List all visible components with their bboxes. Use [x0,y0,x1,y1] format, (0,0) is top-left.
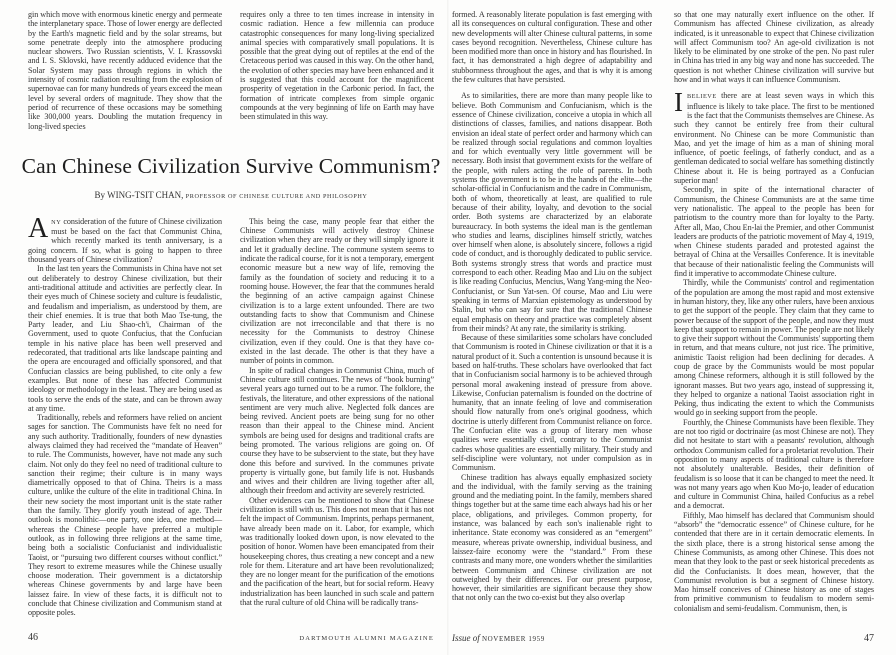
byline [94,189,367,203]
article-paragraph [28,212,222,265]
paragraph-text: consideration of the future of Chinese civilization must be based on the fact that Communist China, which recently marked its tenth anniversary, is a going concern. If so, what is going to happen to three thousand years of Chinese civilization? [28,216,222,265]
lead-smallcaps: NY [51,218,62,226]
article-heading [21,153,441,203]
paragraph-text: there are at least seven ways in which this influence is likely to take place. The first to be mentioned is the fact that the Communists themselves are Chinese. As such they cannot be entirely free from their cultural environment. No Chinese can be more Communistic than Mao, and yet the image of him as a man of shining moral influence, of poetic feelings, of fatherly conduct, and as a gentleman dedicated to social welfare has something distinctly Chinese about it. He is being portrayed as a Confucian superior man! [674,91,874,186]
previous-article-column-2 [240,10,434,122]
article-paragraph: As to similarities, there are more than many people like to believe. Both Communism and Confucianism, which is the essence of Chinese civilization, conceive a utopia in which all distinctions of classes, families, and nations disappear. Both envision an ideal state of perfect order and harmony which can be realized through social regulations and common loyalties and for which eventually very little government will be necessary. Both insist that government exists for the welfare of the people, with rulers acting the role of parents. In both systems the government is to be in the hands of the elite—the scholar-official in Confucianism and the cadre in Communism, both of whom, theoretically at least, are qualified to rule because of their ability, loyalty, and devotion to the social order. Both systems are characterized by an elaborate bureaucracy. In both systems the ideal man is the gentleman who studies and learns, disciplines himself strictly, watches over himself when alone, is absolutely sincere, follows a rigid code of conduct, and is thoroughly dedicated to public service. Both systems strongly stress that words and practice must correspond to each other. Reading Mao and Liu on the subject is like reading Confucius, Mencius, Wang Yang-ming the Neo-Confucianist, or Sun Yat-sen. Of course, Mao and Liu were speaking in terms of Marxian epistemology as understood by Stalin, but who can say for sure that the traditional Chinese equal emphasis on theory and practice was completely absent from their minds? At any rate, the similarity is striking. [452,91,652,333]
article-paragraph: Thirdly, while the Communists' control and regimentation of the population are among the most rapid and most extensive in human history, they, like any other rulers, have been anxious to get the support of the people. They claim that they came to power because of the support of the people, and now they must keep that support to remain in power. The people are not likely to give their support without the Communists' supporting them in return, and that means culture, not just rice. The primitive, animistic Taoist religion had been declining for decades. A coup de grace by the Communists would be most popular among Chinese reformers, although it is still followed by the ignorant masses. But two years ago, instead of suppressing it, they helped to organize a national Taoist association right in Peking, thus indicating the extent to which the Communists would go in seeking support from the people. [674,278,874,418]
article-paragraph: Secondly, in spite of the international character of Communism, the Chinese Communists are at the same time very nationalistic. The appeal to the people has been for patriotism to the country more than for loyalty to the Party. After all, Mao, Chou En-lai the Premier, and other Communist leaders are products of the patriotic movement of May 4, 1919, when Chinese students paraded and protested against the betrayal of China at the Versailles Conference. It is inevitable that because of their nationalistic feeling the Communists will find it imperative to accommodate Chinese culture. [674,185,874,279]
previous-article-column-1 [28,10,222,131]
article-column-2 [240,217,434,607]
spacer [28,618,434,624]
issue-label: Issue of [452,632,480,643]
article-column-3 [452,10,652,603]
left-footer [28,632,434,645]
article-paragraph: Traditionally, rebels and reformers have relied on ancient sages for sanction. The Communists have felt no need for any such authority. Traditionally, founders of new dynasties always claimed they had received the “mandate of Heaven” to rule. The Communists, however, have not made any such claim. Not only do they feel no need of traditional culture to sanction their regime; their culture is in many ways diametrically opposed to that of China. Theirs is a mass culture, unlike the culture of the elite in traditional China. In their new society the most important unit is the state rather than the family. They glorify youth instead of age. Their outlook is monolithic—one party, one idea, one method—whereas the Chinese people have preferred a multiple outlook, as in following three religions at the same time, being both a socialistic Confucianist and individualistic Taoist, or “pursuing two different courses without conflict.” They resort to extreme measures while the Chinese usually choose moderation. Their government is a dictatorship whereas Chinese governments by and large have been laissez faire. In view of these facts, it is difficult not to conclude that Chinese civilization and Communism stand at opposite poles. [28,413,222,618]
page-number-right: 47 [864,632,874,644]
right-footer [452,632,874,645]
article-columns-left [28,212,434,618]
article-columns-right [452,10,874,613]
article-paragraph [674,87,874,186]
article-paragraph: Other evidences can be mentioned to show that Chinese civilization is still with us. This does not mean that it has not felt the impact of Communism. Imprints, perhaps permanent, have already been made on it. Labor, for example, which was traditionally looked down upon, is now elevated to the position of honor. Women have been emancipated from their housekeeping chores, thus creating a new concept and a new role for them. Literature and art have been revolutionalized; they are no longer meant for the purification of the emotions and the pacification of the heart, but for social reform. Heavy industrialization has been launched in such scale and pattern that the rural culture of old China will be radically trans- [240,495,434,608]
previous-article-text: requires only a three to ten times increase in intensity in cosmic radiation. Hence a few millennia can produce catastrophic consequences for many long-living specialized animal species with comparatively small populations. It is possible that the great dying out of reptiles at the end of the Cretaceous period was caused in this way. On the other hand, the evolution of other species may have been enhanced and it is suggested that this could account for the magnificent prosperity of vegetation in the Carbonic period. In fact, the formation of intricate complexes from simple organic compounds at the very beginning of life on Earth may have been stimulated in this way. [240,10,434,122]
article-paragraph: so that one may naturally exert influence on the other. If Communism has affected Chinese civilization, as already indicated, is it unreasonable to expect that Chinese civilization will affect Communism too? An age-old civilization is not likely to be eliminated by one stroke of the pen. No past ruler in China has tried in any big way and none has succeeded. The question is not whether Chinese civilization will survive but how and in what ways it can influence Communism. [674,10,874,85]
lead-smallcaps: BELIEVE [686,93,717,101]
page-number-left: 46 [28,631,38,643]
right-page [448,0,896,655]
article-paragraph: This being the case, many people fear that either the Chinese Communists will actively destroy Chinese civilization when they are ready or they will simply ignore it and let it gradually decline. The commune system seems to indicate the radical course, for it is not a temporary, emergent economic measure but a new way of life, removing the family as the foundation of society and reducing it to a rooming house. However, the fear that the communes herald the beginning of an active campaign against Chinese civilization is to a large extent unfounded. There are two outstanding facts to show that Communism and Chinese civilization are not irreconcilable and that there is no necessity for the Communists to destroy Chinese civilization, even if they could. One is that they have co-existed in the last decade. The other is that they have a number of points in common. [240,216,434,366]
previous-article-text: gin which move with enormous kinetic energy and permeate the interplanetary space. Those of lower energy are deflected by the Earth's magnetic field and by the solar streams, but some penetrate deeply into the atmosphere producing nuclear showers. Two Russian scientists, V. I. Krassovski and I. S. Sklovski, have recently adduced evidence that the Solar System may pass through regions in which the intensity of cosmic radiation resulting from the explosion of supernovae can for many hundreds of years exceed the mean level by several orders of magnitude. They show that the period of recurrence of these occasions may be something like 300,000 years. Doubling the mutation frequency in long-lived species [28,10,222,131]
drop-cap: A [28,212,49,244]
issue-footer [452,632,545,645]
previous-article [28,10,434,131]
article-paragraph: Chinese tradition has always equally emphasized society and the individual, with the family serving as the training ground and the mediating point. In the family, members shared things together but at the same time each always had his or her place, obligations, and privileges. Common property, for instance, was balanced by each son's inalienable right to inheritance. State economy was considered as an “emergent” measure, whereas private ownership, individual business, and laissez-faire economy were the “standard.” From these contrasts and many more, one wonders whether the similarities between Communism and Chinese civilization are not outweighed by their differences. For our present purpose, however, their similarities are significant because they show that not only can the two co-exist but they also overlap [452,472,652,603]
article-paragraph: formed. A reasonably literate population is fast emerging with all its consequences on cultural configuration. These and other new developments will alter Chinese cultural patterns, in some cases beyond recognition. Nevertheless, Chinese culture has been modified more than once in history and has flourished. In fact, it has demonstrated a high degree of adaptability and stubbornness throughout the ages, and that is why it is among the few cultures that have persisted. [452,10,652,85]
author-name: WING-TSIT CHAN, [107,189,184,200]
article-paragraph: In spite of radical changes in Communist China, much of Chinese culture still continues. The news of “book burning” several years ago turned out to be a rumor. The folklore, the festivals, the literature, and other expressions of the national sentiment are very much alive. Neglected folk dances are being revived. Ancient poets are being sung for no other reason than their appeal to the Chinese mind. Ancient symbols are being used for designs and traditional crafts are being promoted. The various religions are going on. Of course they have to be subservient to the state, but they have done this before and survived. In the communes private property is virtually gone, but family life is not. Husbands and wives and their children are living together after all, although their freedom and activity are severely restricted. [240,365,434,496]
article-column-1 [28,212,222,618]
spacer [452,613,874,624]
article-paragraph: Fourthly, the Chinese Communists have been flexible. They are not too rigid or doctrinaire (as most Chinese are not). They did not hesitate to start with a peasants' revolution, although orthodox Communism called for a proletariat revolution. Their opposition to many aspects of traditional culture is therefore not absolutely unalterable. Besides, their definition of feudalism is so loose that it can be changed to meet the need. It was not many years ago when Kuo Mo-jo, leader of education and culture in Communist China, hailed Confucius as a rebel and a democrat. [674,417,874,511]
magazine-name-footer: DARTMOUTH ALUMNI MAGAZINE [299,634,434,642]
drop-cap: I [674,87,683,118]
article-paragraph: Fifthly, Mao himself has declared that Communism should “absorb” the “democratic essence” of Chinese culture, for he contended that there are in it certain democratic elements. In the sixth place, there is a strong historical sense among the Chinese Communists, as among other Chinese. This does not mean that they look to the past or seek historical precedents as did the Confucianists. It does mean, however, that the Communist revolution is but a segment of Chinese history. Mao himself conceives of Chinese history as one of stages from primitive communism to feudalism to modern semi-colonialism and semi-feudalism. Communism, then, is [674,510,874,613]
issue-date: NOVEMBER 1959 [482,634,545,643]
article-title: Can Chinese Civilization Survive Communism? [21,153,441,178]
article-paragraph: Because of these similarities some scholars have concluded that Communism is rooted in Chinese civilization or that it is a natural product of it. Such a contention is unsound because it is based on half-truths. These scholars have overlooked that fact that in Confucianism social harmony is to be achieved through personal moral awakening instead of pressure from above. Likewise, Confucian paternalism is founded on the doctrine of humanity, that an innate feeling of love and commiseration should flow naturally from one's original goodness, which doctrine is utterly different from Communist reliance on force. The Confucian elite was a group of literary men whose qualities were essentially civil, contrary to the Communist cadres whose qualities are essentially military. Their study and self-discipline were voluntary, not under compulsion as in Communism. [452,333,652,473]
byline-prefix: By [94,189,105,200]
article-column-4 [674,10,874,613]
author-title: PROFESSOR OF CHINESE CULTURE AND PHILOSOPHY [185,192,368,200]
article-paragraph: In the last ten years the Communists in China have not set out deliberately to destroy Chinese civilization, but their anti-traditional attitude and activities are perfectly clear. In their eyes much of Chinese society and culture is feudalistic, and feudalism and imperialism, as understood by them, are their chief enemies. It is true that both Mao Tse-tung, the Party leader, and Liu Shao-ch'i, Chairman of the Government, used to quote Confucius, that the Confucian temple in his native place has been well preserved and redecorated, that traditional arts like landscape painting and the opera are encouraged and officially sponsored, and that Confucian classics are being published, to cite only a few examples. But none of these has affected Communist ideology or methodology in the least. They are being used as tools to serve the ends of the state, and can be thrown away at any time. [28,264,222,413]
